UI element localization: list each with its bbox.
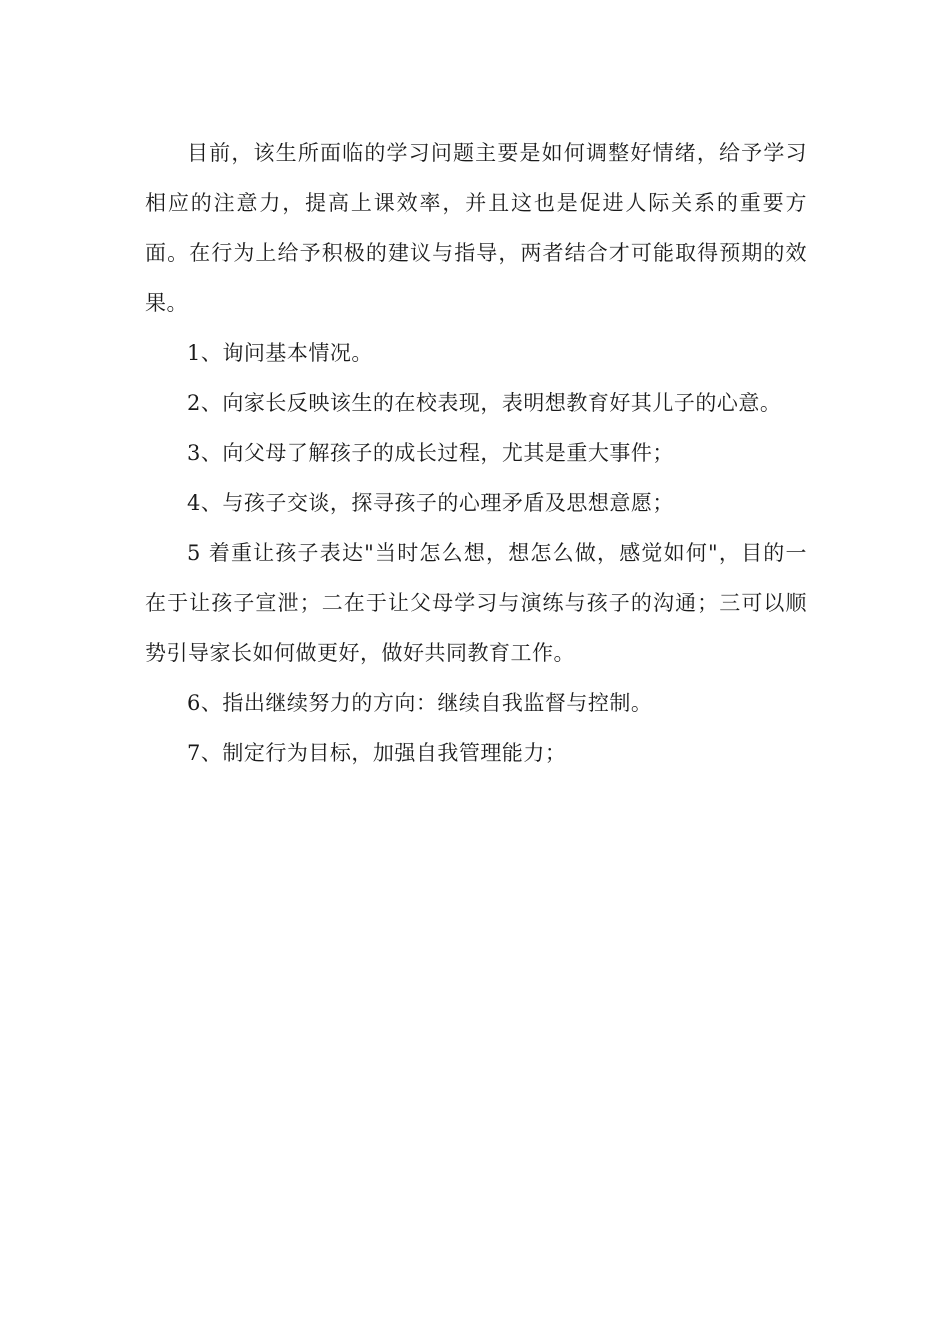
list-item-7: 7、制定行为目标，加强自我管理能力； <box>187 741 567 765</box>
document-body <box>145 128 807 778</box>
paragraph-intro: 目前，该生所面临的学习问题主要是如何调整好情绪，给予学习相应的注意力，提高上课效率，并且这也是促进人际关系的重要方面。在行为上给予积极的建议与指导，两者结合才可能取得预期的效果。 <box>145 141 807 315</box>
list-item-1: 1、询问基本情况。 <box>187 341 373 365</box>
list-item-3: 3、向父母了解孩子的成长过程，尤其是重大事件； <box>187 441 674 465</box>
list-item-5: 5 着重让孩子表达"当时怎么想，想怎么做，感觉如何"，目的一在于让孩子宣泄；二在于让父母学习与演练与孩子的沟通；三可以顺势引导家长如何做更好，做好共同教育工作。 <box>145 541 807 665</box>
list-item-6: 6、指出继续努力的方向：继续自我监督与控制。 <box>187 691 653 715</box>
list-item-4: 4、与孩子交谈，探寻孩子的心理矛盾及思想意愿； <box>187 491 674 515</box>
list-item-2: 2、向家长反映该生的在校表现，表明想教育好其儿子的心意。 <box>187 391 782 415</box>
